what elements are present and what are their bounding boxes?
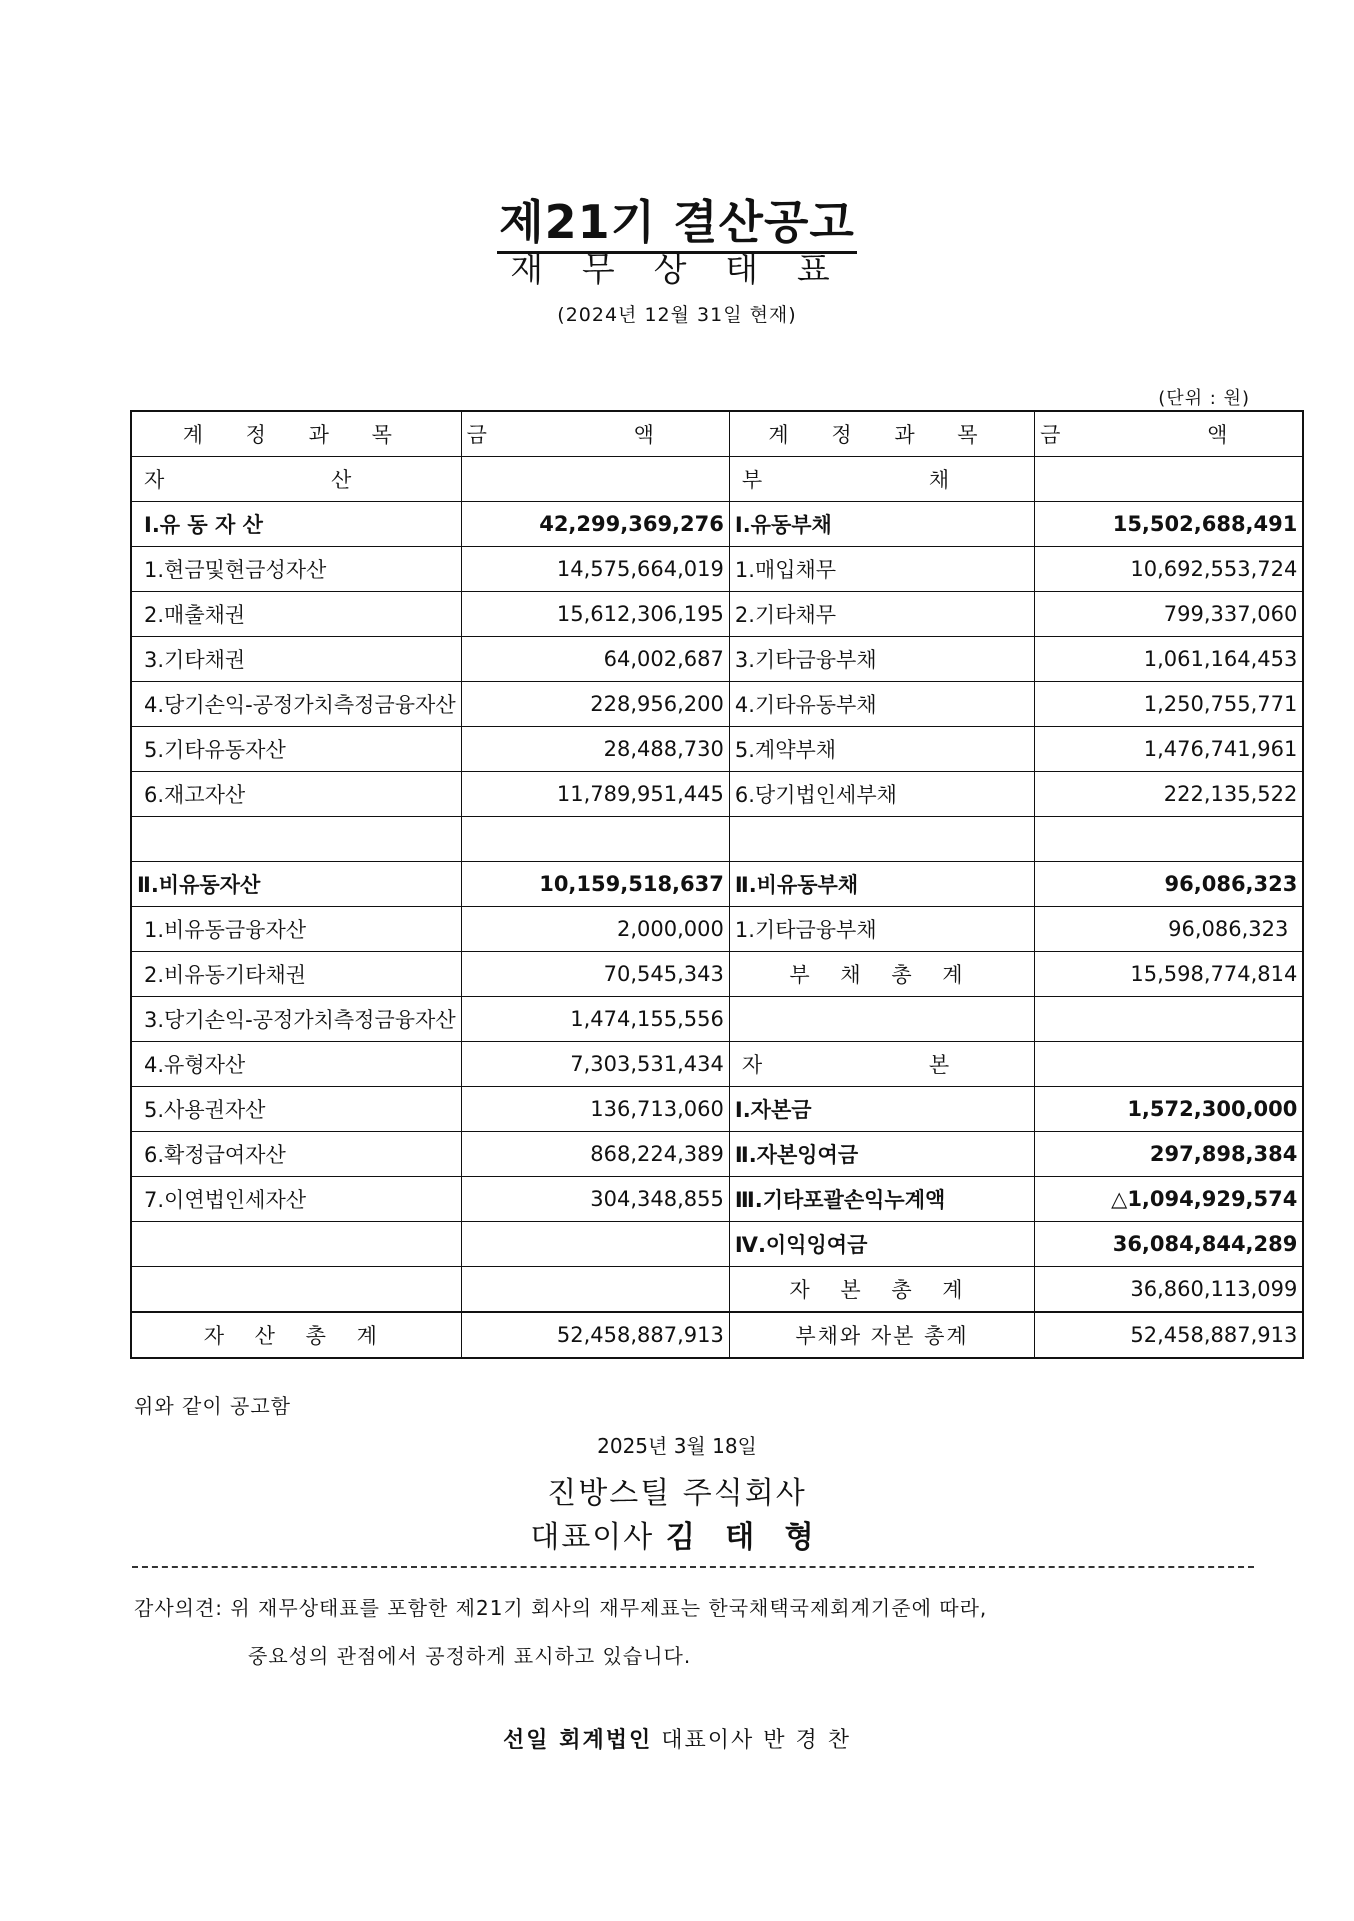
table-row-blank: [131, 817, 1303, 862]
cell-amount: 1,250,755,771: [1035, 682, 1304, 727]
assets-total-label: 자 산 총 계: [131, 1312, 461, 1358]
company-name: 진방스틸 주식회사: [547, 1476, 807, 1511]
row-noncurrent-assets: Ⅱ.비유동자산: [131, 862, 461, 907]
cell-account: 1.매입채무: [729, 547, 1034, 592]
cell-amount: 11,789,951,445: [461, 772, 729, 817]
table-row: [131, 592, 1303, 637]
table-row: [131, 952, 1303, 997]
cell-amount: 28,488,730: [461, 727, 729, 772]
value-current-assets: 42,299,369,276: [461, 502, 729, 547]
cell-amount: 868,224,389: [461, 1132, 729, 1177]
liabilities-total-value: 15,598,774,814: [1035, 952, 1304, 997]
cell-amount: 228,956,200: [461, 682, 729, 727]
section-assets: 자 산: [131, 457, 461, 502]
row-current-assets: Ⅰ.유 동 자 산: [131, 502, 461, 547]
liabilities-equity-total-label: 부채와 자본 총계: [729, 1312, 1034, 1358]
cell-account: Ⅲ.기타포괄손익누계액: [729, 1177, 1034, 1222]
cell-account: 2.기타채무: [729, 592, 1034, 637]
cell-amount: 2,000,000: [461, 907, 729, 952]
cell-account: 3.기타금융부채: [729, 637, 1034, 682]
cell-amount: 64,002,687: [461, 637, 729, 682]
cell-amount: 1,476,741,961: [1035, 727, 1304, 772]
audit-opinion-line2: 중요성의 관점에서 공정하게 표시하고 있습니다.: [248, 1644, 692, 1668]
row-noncurrent-liabilities: Ⅱ.비유동부채: [729, 862, 1034, 907]
cell-amount: [1035, 1042, 1304, 1087]
cell-amount: 304,348,855: [461, 1177, 729, 1222]
cell-account: Ⅱ.자본잉여금: [729, 1132, 1034, 1177]
value-noncurrent-assets: 10,159,518,637: [461, 862, 729, 907]
equity-total-label: 자 본 총 계: [729, 1267, 1034, 1313]
cell-account: 6.재고자산: [131, 772, 461, 817]
cell-amount: 136,713,060: [461, 1087, 729, 1132]
cell-amount: △1,094,929,574: [1035, 1177, 1304, 1222]
cell-account: [729, 997, 1034, 1042]
audit-opinion-line1: 감사의견: 위 재무상태표를 포함한 제21기 회사의 재무제표는 한국채택국제회계기준에 따라,: [134, 1596, 988, 1620]
cell-amount: 36,084,844,289: [1035, 1222, 1304, 1267]
cell-account: 6.확정급여자산: [131, 1132, 461, 1177]
cell-account: 1.기타금융부채: [729, 907, 1034, 952]
cell-account: Ⅰ.자본금: [729, 1087, 1034, 1132]
cell-account: 4.당기손익-공정가치측정금융자산: [131, 682, 461, 727]
cell-account: 3.당기손익-공정가치측정금융자산: [131, 997, 461, 1042]
table-row: [131, 1042, 1303, 1087]
table-total-row: [131, 1312, 1303, 1358]
assets-total-value: 52,458,887,913: [461, 1312, 729, 1358]
cell-account: 7.이연법인세자산: [131, 1177, 461, 1222]
cell-account: 4.기타유동부채: [729, 682, 1034, 727]
cell-account: 5.사용권자산: [131, 1087, 461, 1132]
cell-account: [131, 1267, 461, 1313]
cell-amount: [461, 1222, 729, 1267]
auditor-line: [0, 1723, 1354, 1754]
table-row: [131, 862, 1303, 907]
header-amount-right: 금 액: [1035, 411, 1304, 457]
liabilities-total-label: 부 채 총 계: [729, 952, 1034, 997]
table-row: [131, 772, 1303, 817]
cell-amount: [461, 1267, 729, 1313]
cell-amount: 1,474,155,556: [461, 997, 729, 1042]
unit-label: (단위 : 원): [1158, 388, 1250, 409]
statement-title: 재 무 상 태 표: [510, 250, 844, 290]
section-equity: 자 본: [729, 1042, 1034, 1087]
table-row: [131, 1267, 1303, 1313]
cell-amount: 7,303,531,434: [461, 1042, 729, 1087]
equity-total-value: 36,860,113,099: [1035, 1267, 1304, 1313]
table-row: [131, 502, 1303, 547]
cell-account: 2.비유동기타채권: [131, 952, 461, 997]
table-row: [131, 997, 1303, 1042]
table-row: [131, 637, 1303, 682]
cell-account: Ⅳ.이익잉여금: [729, 1222, 1034, 1267]
cell-account: 1.비유동금융자산: [131, 907, 461, 952]
cell-account: 5.기타유동자산: [131, 727, 461, 772]
table-header-row: [131, 411, 1303, 457]
cell-amount: 1,061,164,453: [1035, 637, 1304, 682]
section-liabilities: 부 채: [729, 457, 1034, 502]
table-row: [131, 1132, 1303, 1177]
ceo-title: 대표이사: [530, 1520, 655, 1555]
cell-account: 4.유형자산: [131, 1042, 461, 1087]
table-row: [131, 907, 1303, 952]
header-amount-left: 금 액: [461, 411, 729, 457]
auditor-rep: 대표이사 반 경 찬: [661, 1728, 851, 1753]
cell-amount: 1,572,300,000: [1035, 1087, 1304, 1132]
cell-amount: 15,612,306,195: [461, 592, 729, 637]
cell-account: 3.기타채권: [131, 637, 461, 682]
cell-amount: 799,337,060: [1035, 592, 1304, 637]
table-row: [131, 682, 1303, 727]
table-row: [131, 1222, 1303, 1267]
cell-account: 2.매출채권: [131, 592, 461, 637]
cell-account: [131, 1222, 461, 1267]
value-current-liabilities: 15,502,688,491: [1035, 502, 1304, 547]
balance-sheet-table: [130, 410, 1304, 1359]
cell-account: 6.당기법인세부채: [729, 772, 1034, 817]
cell-amount: 70,545,343: [461, 952, 729, 997]
cell-amount: 297,898,384: [1035, 1132, 1304, 1177]
notice-text: 위와 같이 공고함: [134, 1394, 291, 1418]
notice-date: 2025년 3월 18일: [597, 1434, 757, 1458]
cell-amount: [1035, 997, 1304, 1042]
header-account-left: 계 정 과 목: [131, 411, 461, 457]
liabilities-equity-total-value: 52,458,887,913: [1035, 1312, 1304, 1358]
cell-account: 1.현금및현금성자산: [131, 547, 461, 592]
cell-amount: 222,135,522: [1035, 772, 1304, 817]
table-row: [131, 1177, 1303, 1222]
ceo-line: [0, 1512, 1354, 1556]
row-current-liabilities: Ⅰ.유동부채: [729, 502, 1034, 547]
cell-amount: 96,086,323: [1035, 907, 1304, 952]
ceo-name: 김 태 형: [665, 1520, 824, 1555]
auditor-firm: 선일 회계법인: [503, 1728, 653, 1753]
cell-amount: 10,692,553,724: [1035, 547, 1304, 592]
table-row: [131, 457, 1303, 502]
notice-title: 제21기 결산공고: [0, 186, 1354, 252]
table-row: [131, 547, 1303, 592]
table-row: [131, 727, 1303, 772]
table-row: [131, 1087, 1303, 1132]
value-noncurrent-liabilities: 96,086,323: [1035, 862, 1304, 907]
header-account-right: 계 정 과 목: [729, 411, 1034, 457]
statement-date: (2024년 12월 31일 현재): [557, 304, 797, 326]
cell-account: 5.계약부채: [729, 727, 1034, 772]
cell-amount: 14,575,664,019: [461, 547, 729, 592]
dashed-divider: [132, 1566, 1254, 1568]
